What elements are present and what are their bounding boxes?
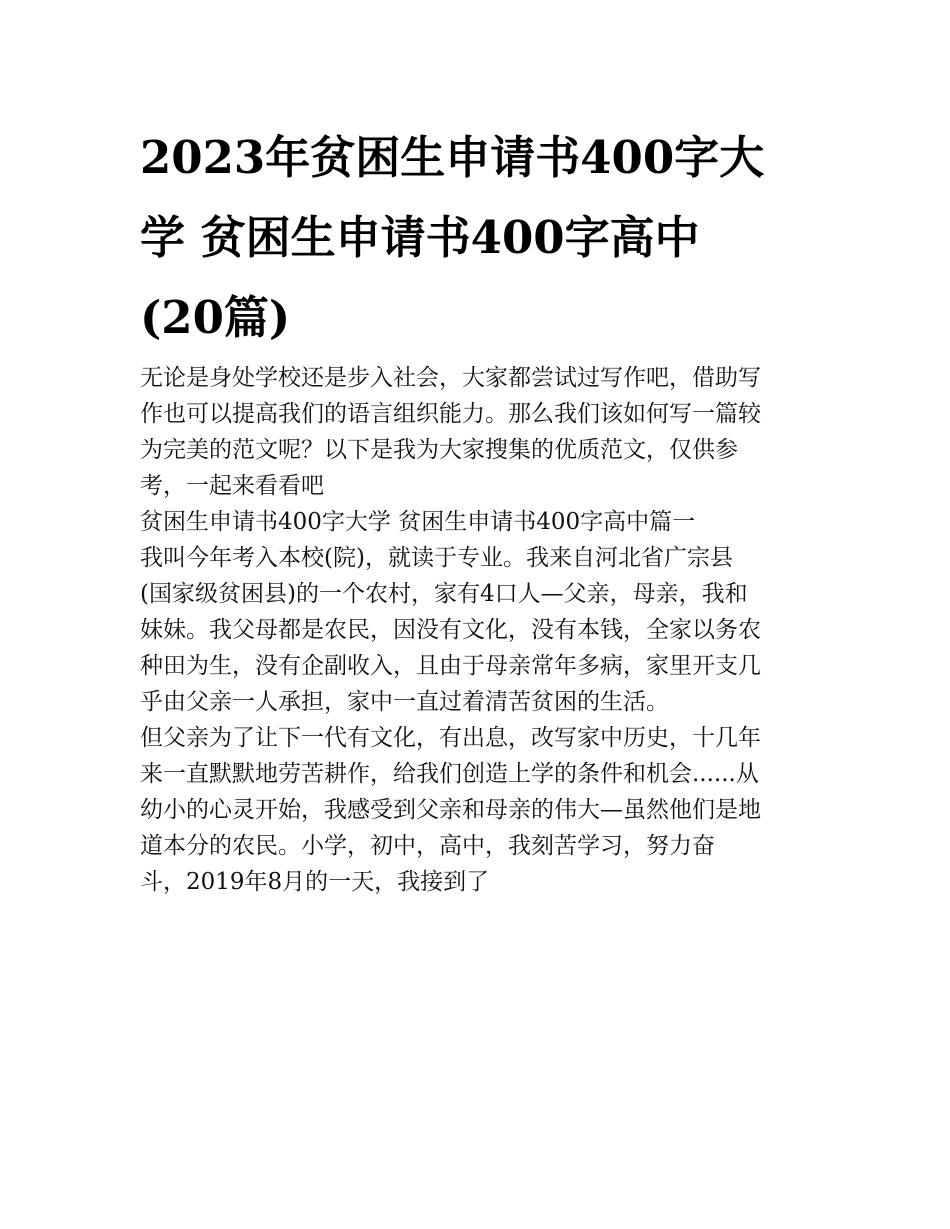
paragraph-line: 幼小的心灵开始，我感受到父亲和母亲的伟大—虽然他们是地 xyxy=(140,797,761,823)
paragraph-line: 斗，2019年8月的一天，我接到了 xyxy=(140,869,490,895)
paragraph-1 xyxy=(140,540,830,720)
title-line: (20篇) xyxy=(140,291,291,344)
paragraph-line: 妹妹。我父母都是农民，因没有文化，没有本钱，全家以务农 xyxy=(140,617,761,643)
title-line: 2023年贫困生申请书400字大 xyxy=(140,131,765,184)
paragraph-line: 乎由父亲一人承担，家中一直过着清苦贫困的生活。 xyxy=(140,689,669,715)
paragraph-line: 种田为生，没有企副收入，且由于母亲常年多病，家里开支几 xyxy=(140,653,761,679)
section-heading-text: 贫困生申请书400字大学 贫困生申请书400字高中篇一 xyxy=(140,509,696,535)
paragraph-line: 道本分的农民。小学，初中，高中，我刻苦学习，努力奋 xyxy=(140,833,715,859)
title-line: 学 贫困生申请书400字高中 xyxy=(140,211,700,264)
intro-line: 无论是身处学校还是步入社会，大家都尝试过写作吧，借助写 xyxy=(140,365,761,391)
document-body xyxy=(140,360,830,900)
section-heading xyxy=(140,504,830,540)
paragraph-line: 来一直默默地劳苦耕作，给我们创造上学的条件和机会......从 xyxy=(140,761,759,787)
paragraph-line: 我叫今年考入本校(院)，就读于专业。我来自河北省广宗县 xyxy=(140,545,733,571)
intro-paragraph xyxy=(140,360,830,504)
intro-line: 考，一起来看看吧 xyxy=(140,473,324,499)
intro-line: 为完美的范文呢？以下是我为大家搜集的优质范文，仅供参 xyxy=(140,437,738,463)
paragraph-line: 但父亲为了让下一代有文化，有出息，改写家中历史，十几年 xyxy=(140,725,761,751)
intro-line: 作也可以提高我们的语言组织能力。那么我们该如何写一篇较 xyxy=(140,401,761,427)
paragraph-line: (国家级贫困县)的一个农村，家有4口人—父亲，母亲，我和 xyxy=(140,581,748,607)
document-title xyxy=(140,118,820,358)
paragraph-2 xyxy=(140,720,830,900)
